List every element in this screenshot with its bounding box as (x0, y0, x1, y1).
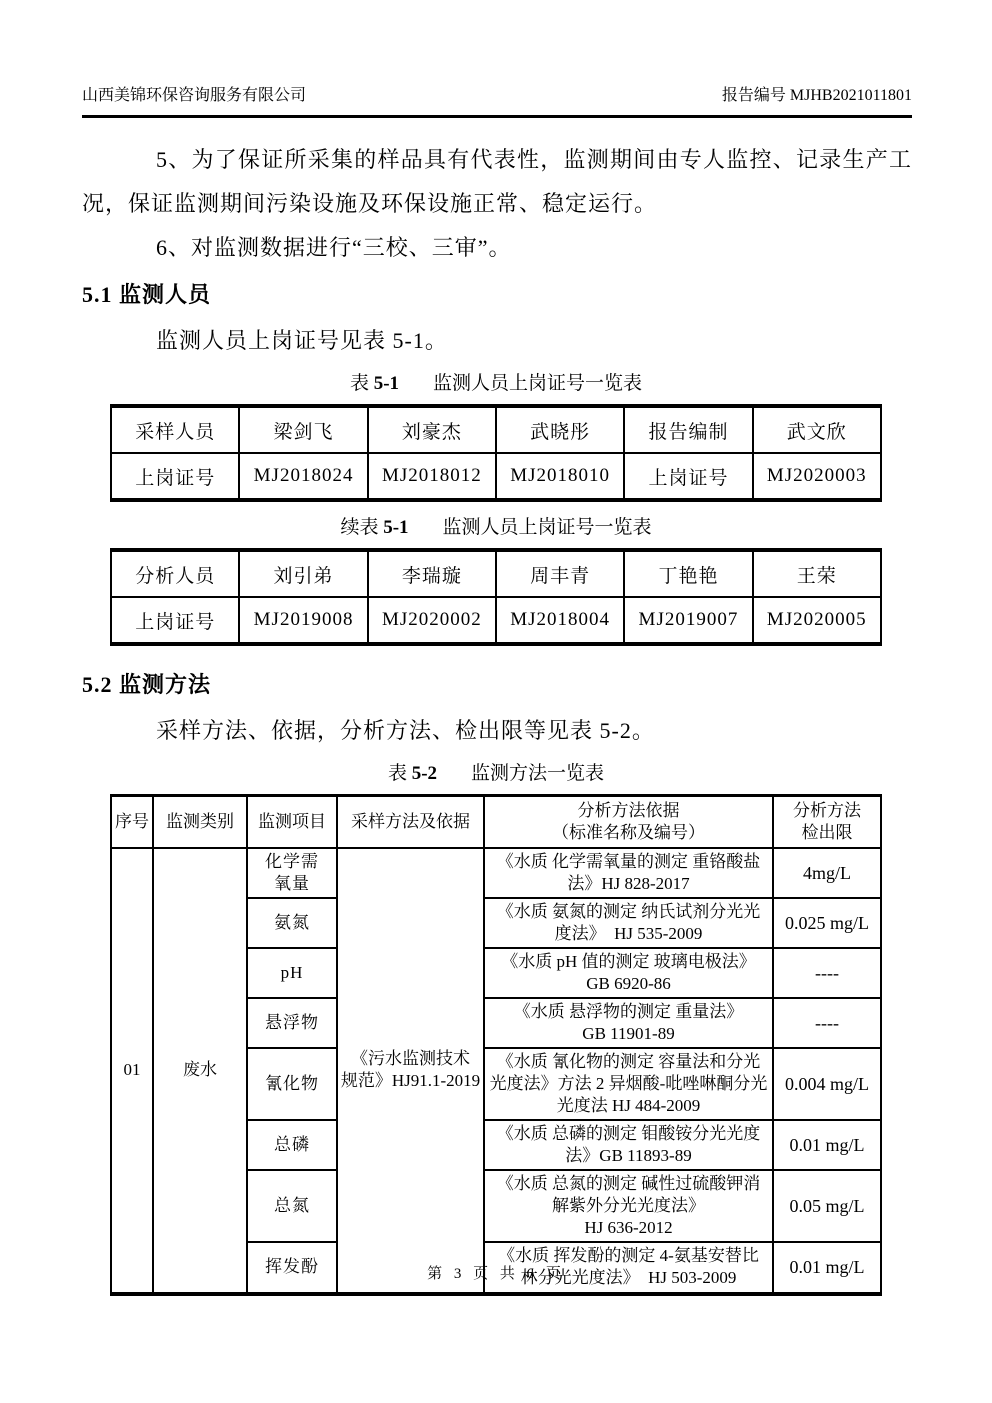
table-cell: 采样人员 (111, 406, 239, 453)
caption-title: 监测方法一览表 (471, 763, 605, 784)
table-cell: 刘引弟 (239, 550, 367, 597)
table-row (111, 848, 881, 898)
table-cell: 报告编制 (624, 406, 752, 453)
column-header: 分析方法 检出限 (773, 796, 881, 848)
caption-prefix: 续表 (340, 517, 379, 538)
item-cell: 挥发酚 (247, 1242, 337, 1294)
item-cell: 氰化物 (247, 1048, 337, 1120)
sequence-cell: 01 (111, 848, 153, 1294)
analysis-method-cell: 《水质 氨氮的测定 纳氏试剂分光光 度法》 HJ 535-2009 (484, 898, 773, 948)
table-cell: MJ2018010 (496, 453, 624, 500)
column-header: 监测项目 (247, 796, 337, 848)
caption-title: 监测人员上岗证号一览表 (433, 373, 643, 394)
table-cell: 刘豪杰 (368, 406, 496, 453)
paragraph-6: 6、对监测数据进行“三校、三审”。 (156, 235, 512, 260)
item-cell: 氨氮 (247, 898, 337, 948)
table-5-2 (110, 794, 882, 1296)
column-header: 序号 (111, 796, 153, 848)
caption-prefix: 表 (387, 763, 407, 784)
column-header: 采样方法及依据 (337, 796, 484, 848)
analysis-method-cell: 《水质 悬浮物的测定 重量法》 GB 11901-89 (484, 998, 773, 1048)
analysis-method-cell: 《水质 化学需氧量的测定 重铬酸盐 法》HJ 828-2017 (484, 848, 773, 898)
caption-prefix: 表 (349, 373, 369, 394)
table-cell: 上岗证号 (624, 453, 752, 500)
table-5-1-continued-caption (0, 512, 992, 544)
table-cell: 丁艳艳 (624, 550, 752, 597)
table-5-1-continued (110, 548, 882, 646)
table-cell: 武晓彤 (496, 406, 624, 453)
section-5-2-heading: 5.2 监测方法 (82, 672, 212, 697)
table-cell: MJ2018024 (239, 453, 367, 500)
analysis-method-cell: 《水质 挥发酚的测定 4-氨基安替比 林分光光度法》 HJ 503-2009 (484, 1242, 773, 1294)
detection-limit-cell: 4mg/L (773, 848, 881, 898)
table-cell: MJ2020002 (368, 597, 496, 644)
report-number: 报告编号 MJHB2021011801 (721, 87, 912, 104)
detection-limit-cell: 0.004 mg/L (773, 1048, 881, 1120)
table-cell: 李瑞璇 (368, 550, 496, 597)
table-cell: MJ2020005 (753, 597, 881, 644)
section-5-2-intro: 采样方法、依据，分析方法、检出限等见表 5-2。 (156, 718, 655, 743)
body-text (82, 138, 912, 364)
caption-number: 5-1 (383, 517, 409, 538)
item-cell: pH (247, 948, 337, 998)
section-5-1-intro: 监测人员上岗证号见表 5-1。 (156, 328, 448, 353)
table-cell: MJ2020003 (753, 453, 881, 500)
paragraph-5: 5、为了保证所采集的样品具有代表性，监测期间由专人监控、记录生产工况，保证监测期间污染设施及环保设施正常、稳定运行。 (82, 147, 912, 216)
table-5-1 (110, 404, 882, 502)
table-cell: MJ2019008 (239, 597, 367, 644)
section-5-1-heading: 5.1 监测人员 (82, 282, 212, 307)
detection-limit-cell: 0.01 mg/L (773, 1242, 881, 1294)
table-row (111, 550, 881, 597)
table-row (111, 406, 881, 453)
table-cell: 上岗证号 (111, 453, 239, 500)
table-cell: 梁剑飞 (239, 406, 367, 453)
table-cell: 上岗证号 (111, 597, 239, 644)
table-row (111, 597, 881, 644)
table-cell: 武文欣 (753, 406, 881, 453)
body-text-2 (82, 662, 912, 754)
detection-limit-cell: 0.025 mg/L (773, 898, 881, 948)
table-5-1-caption (0, 368, 992, 400)
detection-limit-cell: 0.01 mg/L (773, 1120, 881, 1170)
caption-number: 5-1 (373, 373, 400, 394)
table-cell: 分析人员 (111, 550, 239, 597)
table-cell: MJ2019007 (624, 597, 752, 644)
analysis-method-cell: 《水质 氰化物的测定 容量法和分光 光度法》方法 2 异烟酸-吡唑啉酮分光 光度法 HJ 484-2009 (484, 1048, 773, 1120)
item-cell: 总磷 (247, 1120, 337, 1170)
column-header: 分析方法依据 （标准名称及编号） (484, 796, 773, 848)
detection-limit-cell: ---- (773, 998, 881, 1048)
page-number: 第 3 页 共 6 页 (427, 1266, 565, 1282)
item-cell: 悬浮物 (247, 998, 337, 1048)
caption-number: 5-2 (411, 763, 438, 784)
detection-limit-cell: 0.05 mg/L (773, 1170, 881, 1242)
analysis-method-cell: 《水质 总氮的测定 碱性过硫酸钾消 解紫外分光光度法》 HJ 636-2012 (484, 1170, 773, 1242)
company-name: 山西美锦环保咨询服务有限公司 (82, 87, 307, 104)
detection-limit-cell: ---- (773, 948, 881, 998)
table-5-2-caption (0, 758, 992, 790)
table-cell: MJ2018004 (496, 597, 624, 644)
table-cell: 王荣 (753, 550, 881, 597)
table-row (111, 453, 881, 500)
table-header-row (111, 796, 881, 848)
table-cell: 周丰青 (496, 550, 624, 597)
caption-title: 监测人员上岗证号一览表 (442, 517, 652, 538)
item-cell: 总氮 (247, 1170, 337, 1242)
analysis-method-cell: 《水质 总磷的测定 钼酸铵分光光度 法》GB 11893-89 (484, 1120, 773, 1170)
sampling-method-cell: 《污水监测技术 规范》HJ91.1-2019 (337, 848, 484, 1294)
category-cell: 废水 (153, 848, 247, 1294)
table-cell: MJ2018012 (368, 453, 496, 500)
item-cell: 化学需 氧量 (247, 848, 337, 898)
column-header: 监测类别 (153, 796, 247, 848)
analysis-method-cell: 《水质 pH 值的测定 玻璃电极法》 GB 6920-86 (484, 948, 773, 998)
page-header (82, 0, 912, 118)
